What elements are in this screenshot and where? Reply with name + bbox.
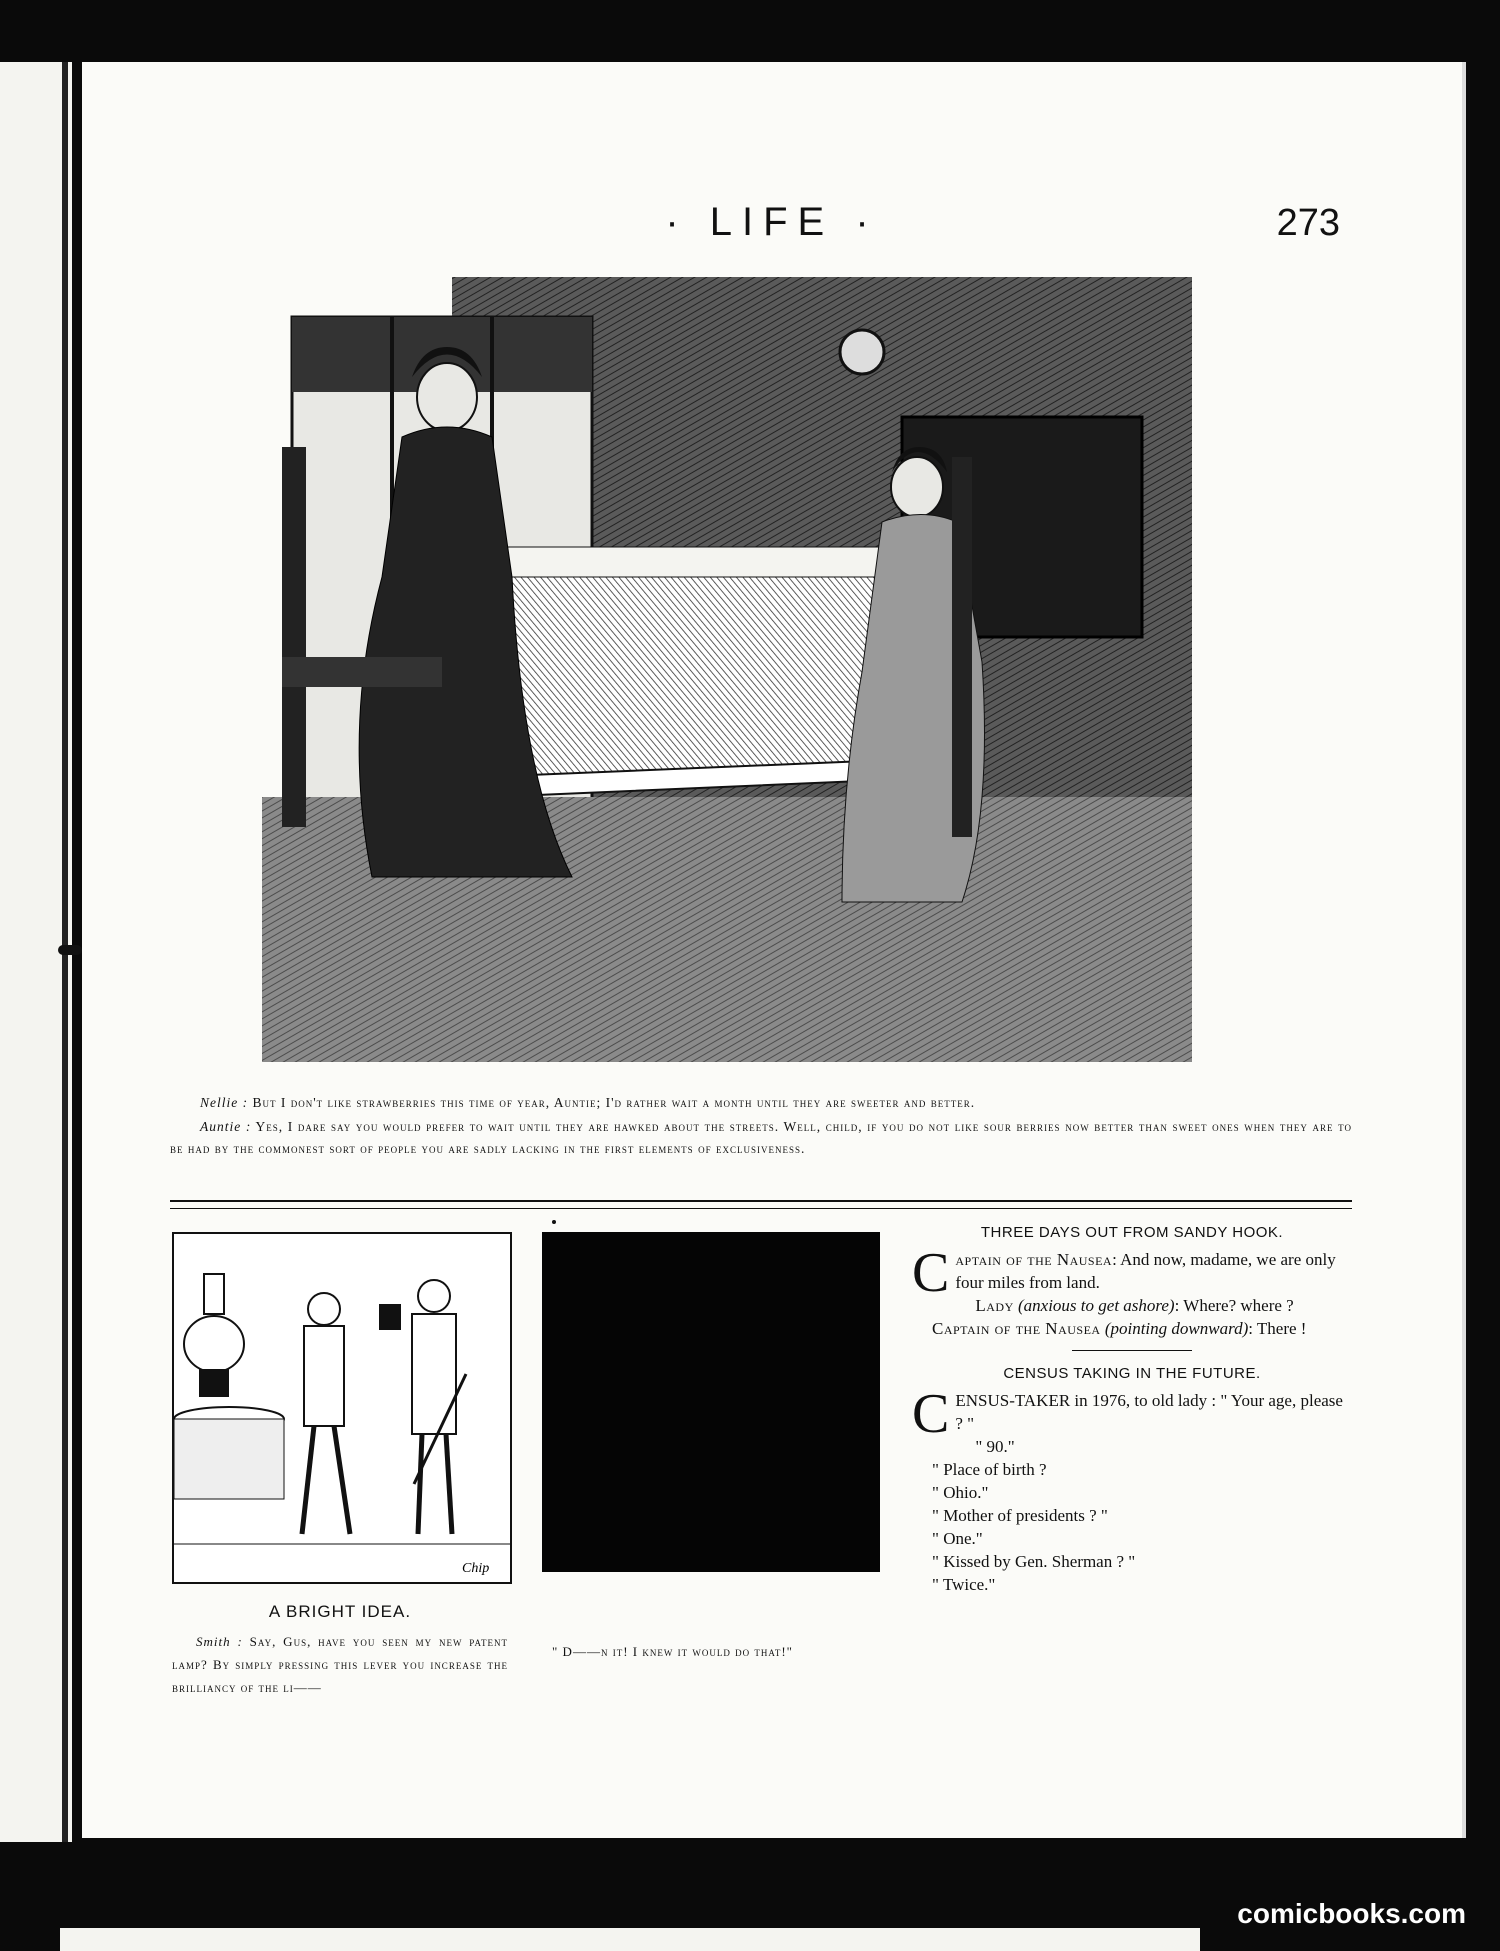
captain-label-2: Captain of the Nausea — [932, 1319, 1101, 1338]
section-divider — [170, 1200, 1352, 1209]
sandy-hook-title: THREE DAYS OUT FROM SANDY HOOK. — [980, 1224, 1284, 1241]
lady-direction: (anxious to get ashore) — [1018, 1296, 1175, 1315]
captain-line: : And now, madame, we are only four miles from land. — [955, 1250, 1336, 1292]
census-line: " Mother of presidents ? " — [932, 1506, 1108, 1525]
panel-dot — [552, 1220, 556, 1224]
page-number: 273 — [1276, 202, 1340, 244]
sandy-hook-text — [912, 1242, 1352, 1340]
lady-paragraph — [912, 1294, 1352, 1317]
caption-line-auntie — [170, 1116, 1352, 1160]
bright-idea-title: A BRIGHT IDEA. — [268, 1602, 412, 1621]
census-line: " Ohio." — [932, 1483, 989, 1502]
right-column — [912, 1224, 1352, 1596]
masthead: · LIFE · — [665, 200, 879, 244]
lady-label: Lady — [975, 1296, 1014, 1315]
cartoon-speaker: Smith : — [196, 1634, 243, 1649]
blackout-panel — [542, 1232, 880, 1572]
census-line: " Kissed by Gen. Sherman ? " — [932, 1552, 1136, 1571]
caption-text: But I don't like strawberries this time of year, Auntie; I'd rather wait a month until they are sweeter and better. — [252, 1095, 976, 1110]
lady-line: : Where? where ? — [1174, 1296, 1294, 1315]
caption-speaker: Nellie : — [200, 1095, 249, 1110]
blackout-panel-caption: " D——n it! I knew it would do that!" — [552, 1644, 793, 1659]
main-cartoon-caption — [170, 1092, 1352, 1162]
bright-idea-cartoon — [172, 1232, 512, 1584]
captain-direction: (pointing downward) — [1104, 1319, 1249, 1338]
captain-label: aptain of the Nausea — [955, 1250, 1113, 1269]
census-line: " 90." — [975, 1437, 1015, 1456]
census-line: " Twice." — [932, 1575, 996, 1594]
dropcap: C — [912, 1383, 950, 1445]
cartoon-signature: Chip — [462, 1561, 490, 1576]
census-intro: ENSUS-TAKER in 1976, to old lady : " Your age, please ? " — [955, 1391, 1343, 1433]
caption-speaker: Auntie : — [200, 1119, 252, 1134]
binding-mark — [58, 945, 82, 955]
magazine-page — [82, 62, 1466, 1838]
main-illustration — [262, 277, 1192, 1062]
captain-paragraph — [912, 1317, 1352, 1340]
caption-line-nellie — [170, 1092, 1352, 1114]
caption-text: Yes, I dare say you would prefer to wait until they are hawked about the streets. Well, child, if you do not like sour berries now better than sweet ones when they are to be had by the commonest sort of people you are sadly lacking in the first elements of exclusiveness. — [170, 1119, 1353, 1156]
census-title: CENSUS TAKING IN THE FUTURE. — [1003, 1365, 1261, 1382]
dropcap: C — [912, 1242, 950, 1304]
column-divider — [1072, 1350, 1192, 1351]
census-line: " Place of birth ? — [932, 1460, 1047, 1479]
census-text — [912, 1383, 1352, 1596]
cartoon-dialogue: Say, Gus, have you seen my new patent lamp? By simply pressing this lever you increase the brilliancy of the li—— — [172, 1634, 508, 1695]
next-page-edge — [60, 1928, 1200, 1951]
captain-line-2: : There ! — [1248, 1319, 1307, 1338]
bright-idea-text — [172, 1630, 508, 1699]
census-line: " One." — [932, 1529, 983, 1548]
watermark: comicbooks.com — [1237, 1898, 1466, 1929]
